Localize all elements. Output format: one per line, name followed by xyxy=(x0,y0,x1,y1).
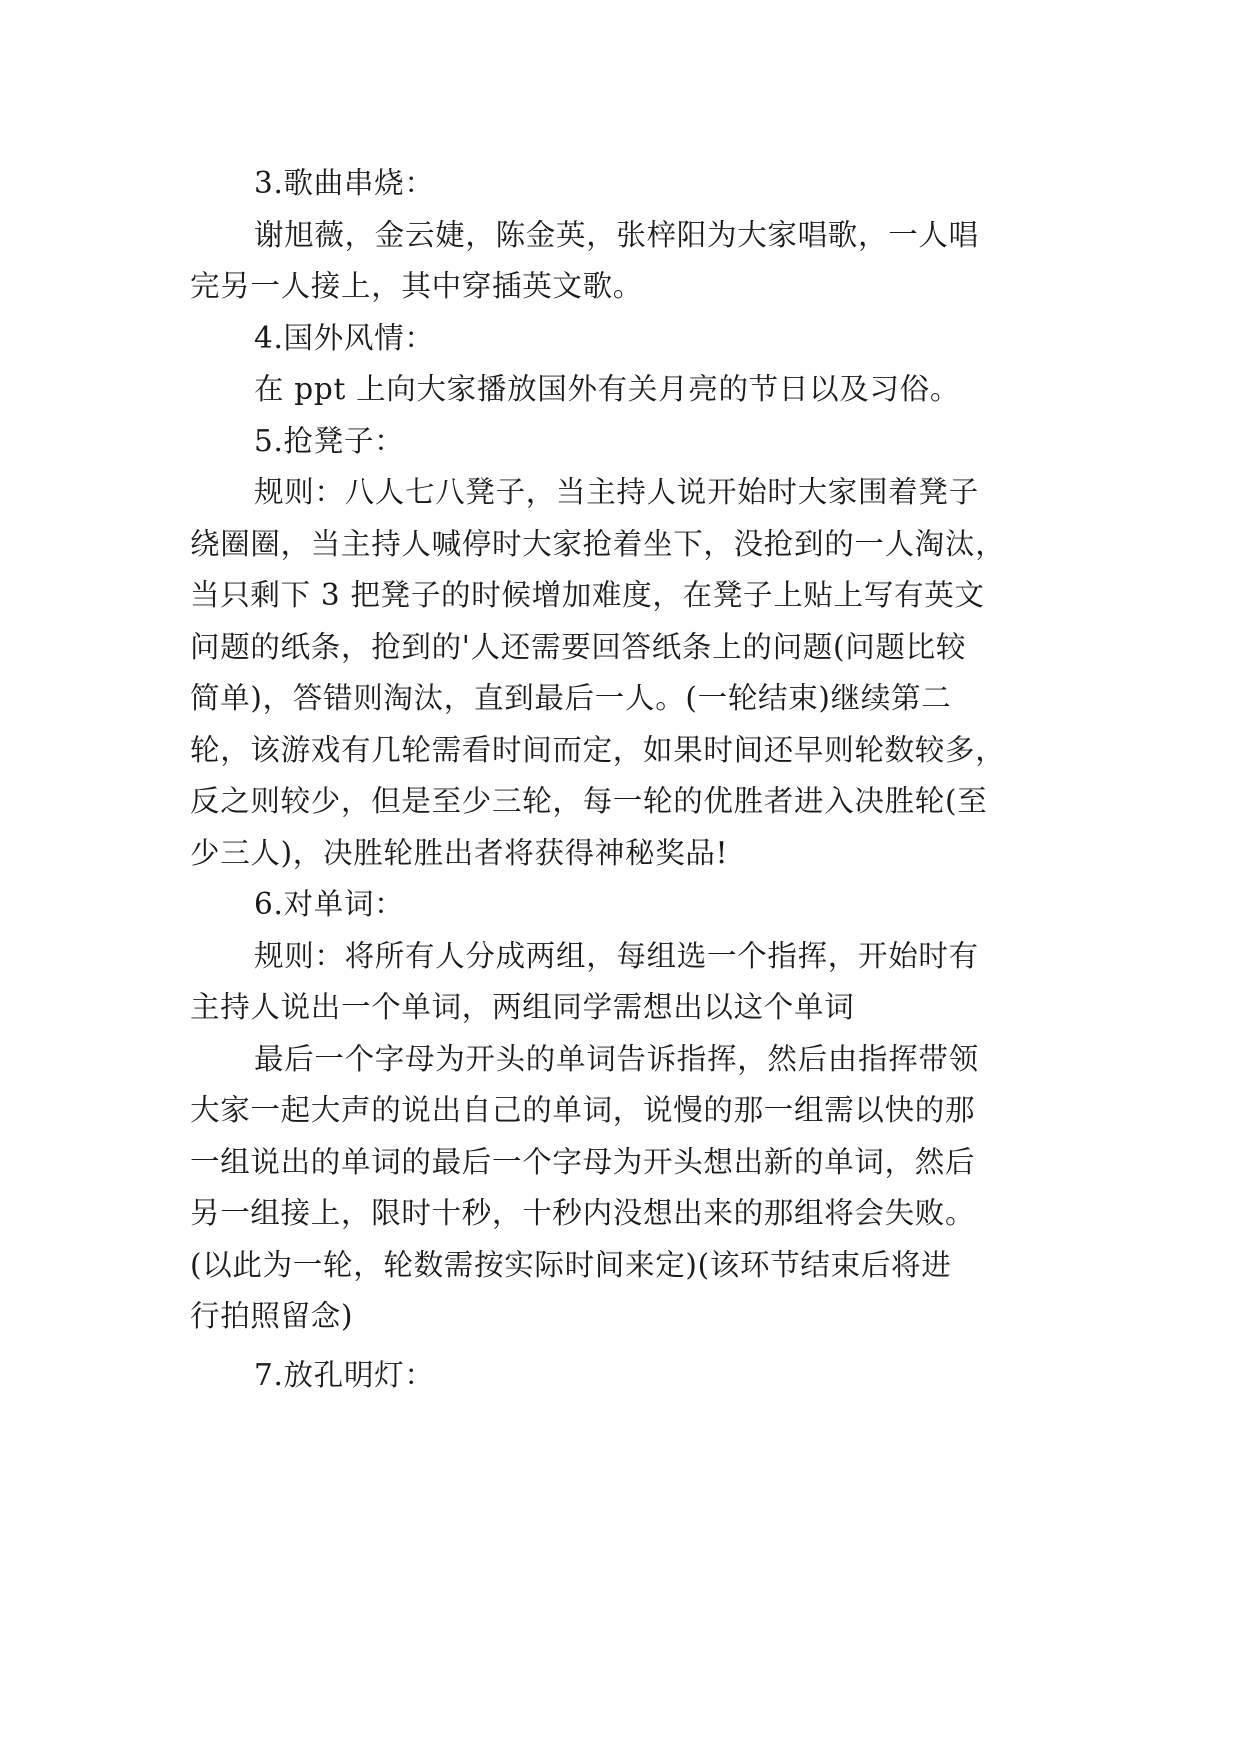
text-line: 主持人说出一个单词，两组同学需想出以这个单词 xyxy=(190,990,855,1024)
text-line: 规则：八人七八凳子，当主持人说开始时大家围着凳子 xyxy=(254,475,979,509)
text-line: 7.放孔明灯： xyxy=(254,1357,435,1392)
text-line: 行拍照留念) xyxy=(190,1299,354,1333)
text-line: 另一组接上，限时十秒，十秒内没想出来的那组将会失败。 xyxy=(190,1196,976,1230)
text-line: 完另一人接上，其中穿插英文歌。 xyxy=(190,269,644,303)
text-line: 绕圈圈，当主持人喊停时大家抢着坐下，没抢到的一人淘汰， xyxy=(190,526,1006,561)
text-line: 简单)，答错则淘汰，直到最后一人。(一轮结束)继续第二 xyxy=(190,681,952,715)
paragraph-gap xyxy=(190,1343,1052,1350)
text-line: 谢旭薇，金云婕，陈金英，张梓阳为大家唱歌，一人唱 xyxy=(254,217,979,252)
text-line: 大家一起大声的说出自己的单词，说慢的那一组需以快的那 xyxy=(190,1093,976,1127)
text-line: 轮，该游戏有几轮需看时间而定，如果时间还早则轮数较多， xyxy=(190,732,1006,767)
text-line: 4.国外风情： xyxy=(254,320,435,355)
text-line: 一组说出的单词的最后一个字母为开头想出新的单词，然后 xyxy=(190,1144,976,1179)
text-line: 5.抢凳子： xyxy=(254,423,405,458)
document-body xyxy=(190,158,1052,1401)
text-line: 少三人)，决胜轮胜出者将获得神秘奖品! xyxy=(190,835,729,870)
text-line: 规则：将所有人分成两组，每组选一个指挥，开始时有 xyxy=(254,938,979,973)
text-line: 问题的纸条，抢到的'人还需要回答纸条上的问题(问题比较 xyxy=(190,629,967,664)
text-line: 最后一个字母为开头的单词告诉指挥，然后由指挥带领 xyxy=(254,1041,979,1076)
text-line: 3.歌曲串烧： xyxy=(254,166,435,200)
text-line: 反之则较少，但是至少三轮，每一轮的优胜者进入决胜轮(至 xyxy=(190,784,988,818)
text-line: 在 ppt 上向大家播放国外有关月亮的节日以及习俗。 xyxy=(254,372,961,406)
text-line: (以此为一轮，轮数需按实际时间来定)(该环节结束后将进 xyxy=(190,1247,952,1282)
text-line: 6.对单词： xyxy=(254,887,405,921)
text-line: 当只剩下 3 把凳子的时候增加难度，在凳子上贴上写有英文 xyxy=(190,578,985,612)
